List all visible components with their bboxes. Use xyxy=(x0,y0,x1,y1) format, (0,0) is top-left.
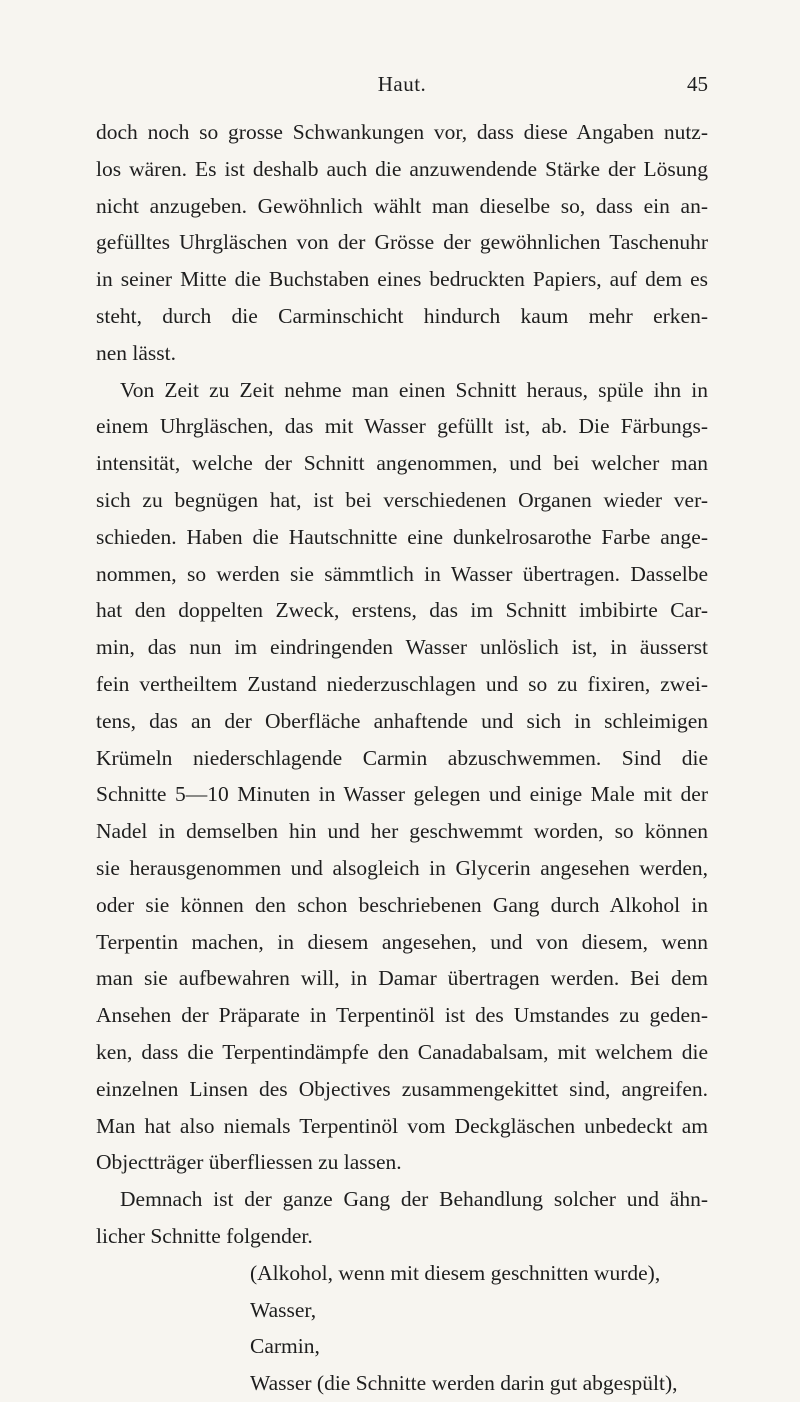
page-number: 45 xyxy=(687,72,708,96)
text-line: Von Zeit zu Zeit nehme man einen Schnitt heraus, spüle ihn in xyxy=(120,377,708,402)
text-line: tens, das an der Oberfläche anhaftende und sich in schleimigen xyxy=(96,708,708,733)
text-line: doch noch so grosse Schwankungen vor, dass diese Angaben nutz- xyxy=(96,120,708,144)
text-line: sich zu begnügen hat, ist bei verschiedenen Organen wieder ver- xyxy=(96,487,708,512)
text-line: nommen, so werden sie sämmtlich in Wasser übertragen. Dasselbe xyxy=(96,561,708,586)
text-line: schieden. Haben die Hautschnitte eine dunkelrosarothe Farbe ange- xyxy=(96,524,708,549)
text-line: Demnach ist der ganze Gang der Behandlung solcher und ähn- xyxy=(120,1187,708,1212)
text-line: ken, dass die Terpentindämpfe den Canadabalsam, mit welchem die xyxy=(96,1039,708,1064)
paragraph-1 xyxy=(96,114,708,372)
text-line: hat den doppelten Zweck, erstens, das im Schnitt imbibirte Car- xyxy=(96,598,708,623)
text-line: Objectträger überfliessen zu lassen. xyxy=(96,1150,402,1175)
text-line: oder sie können den schon beschriebenen Gang durch Alkohol in xyxy=(96,892,708,917)
paragraph-3 xyxy=(96,1181,708,1255)
text-line: einem Uhrgläschen, das mit Wasser gefüllt ist, ab. Die Färbungs- xyxy=(96,414,708,439)
text-line: in seiner Mitte die Buchstaben eines bedruckten Papiers, auf dem es xyxy=(96,267,708,292)
text-line: Schnitte 5—10 Minuten in Wasser gelegen und einige Male mit der xyxy=(96,782,708,807)
list-item: Wasser, xyxy=(250,1297,317,1322)
text-line: min, das nun im eindringenden Wasser unlöslich ist, in äusserst xyxy=(96,635,708,660)
text-line: Terpentin machen, in diesem angesehen, und von diesem, wenn xyxy=(96,929,708,954)
text-line: Nadel in demselben hin und her geschwemmt worden, so können xyxy=(96,819,708,844)
running-head xyxy=(96,72,708,102)
text-line: man sie aufbewahren will, in Damar übertragen werden. Bei dem xyxy=(96,966,708,991)
text-line: fein vertheiltem Zustand niederzuschlagen und so zu fixiren, zwei- xyxy=(96,671,708,696)
list-item: Carmin, xyxy=(250,1334,320,1359)
list-item: (Alkohol, wenn mit diesem geschnitten wurde), xyxy=(250,1260,661,1285)
body-text xyxy=(96,114,708,1402)
procedure-list xyxy=(96,1255,708,1402)
list-item: Wasser (die Schnitte werden darin gut abgespült), xyxy=(250,1371,678,1396)
paragraph-2 xyxy=(96,372,708,1182)
text-line: los wären. Es ist deshalb auch die anzuwendende Stärke der Lösung xyxy=(96,156,708,181)
running-title: Haut. xyxy=(377,72,427,96)
text-line: einzelnen Linsen des Objectives zusammengekittet sind, angreifen. xyxy=(96,1076,708,1101)
text-line: gefülltes Uhrgläschen von der Grösse der gewöhnlichen Taschenuhr xyxy=(96,230,708,255)
text-line: sie herausgenommen und alsogleich in Glycerin angesehen werden, xyxy=(96,855,708,880)
text-line: intensität, welche der Schnitt angenommen, und bei welcher man xyxy=(96,451,708,476)
text-line: Krümeln niederschlagende Carmin abzuschwemmen. Sind die xyxy=(96,745,708,770)
text-line: nen lässt. xyxy=(96,340,177,365)
text-line: nicht anzugeben. Gewöhnlich wählt man dieselbe so, dass ein an- xyxy=(96,193,708,218)
text-line: steht, durch die Carminschicht hindurch kaum mehr erken- xyxy=(96,303,708,328)
text-line: Man hat also niemals Terpentinöl vom Deckgläschen unbedeckt am xyxy=(96,1113,708,1138)
text-line: licher Schnitte folgender. xyxy=(96,1223,313,1248)
text-line: Ansehen der Präparate in Terpentinöl ist des Umstandes zu geden- xyxy=(96,1003,708,1028)
